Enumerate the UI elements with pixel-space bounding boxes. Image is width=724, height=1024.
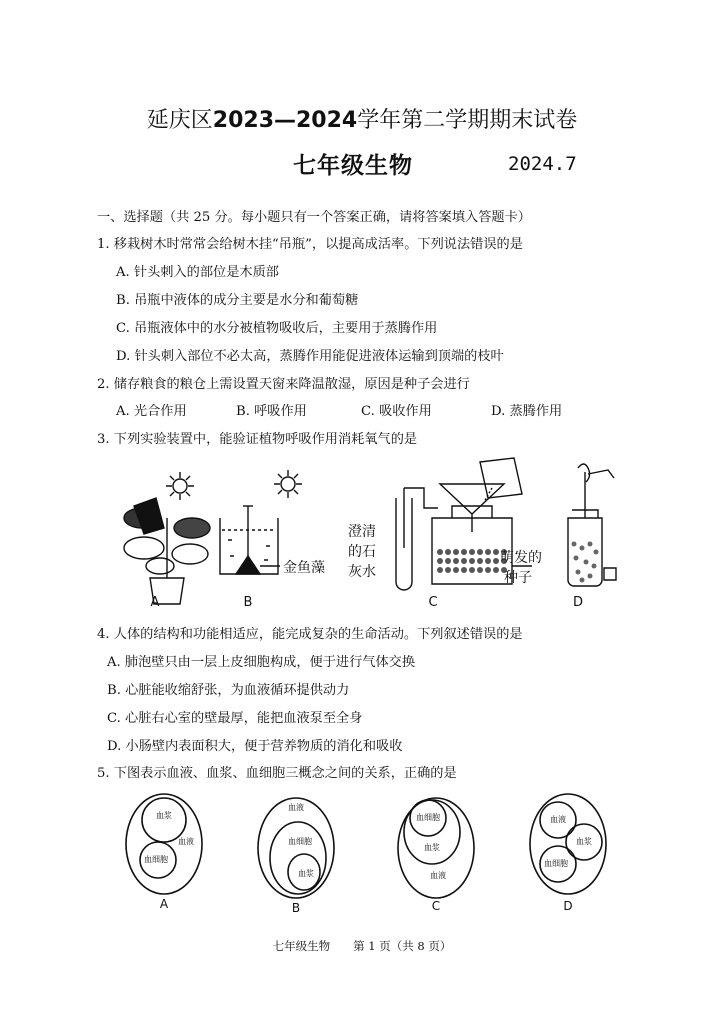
q5-fig-label-c: C — [431, 899, 441, 913]
venn-a-plasma: 血浆 — [156, 811, 172, 820]
title-years: 2023—2024 — [212, 108, 358, 133]
q2-option-c: C. 吸收作用 — [361, 404, 432, 419]
section-heading: 一、选择题（共 25 分。每小题只有一个答案正确，请将答案填入答题卡） — [97, 210, 531, 225]
q1-option-b: B. 吊瓶中液体的成分主要是水分和葡萄糖 — [116, 293, 359, 308]
title-prefix: 延庆区 — [146, 108, 213, 133]
q2-option-a: A. 光合作用 — [116, 404, 187, 419]
apparatus-b — [220, 470, 302, 574]
venn-b-blood: 血液 — [288, 803, 304, 812]
title-suffix: 学年第二学期期末试卷 — [357, 108, 578, 133]
sun-icon — [166, 472, 194, 500]
venn-b-cells: 血细胞 — [288, 837, 312, 846]
page-footer: 七年级生物 第 1 页（共 8 页） — [272, 939, 452, 953]
venn-a-inner-top — [142, 798, 186, 842]
venn-c-plasma: 血浆 — [424, 843, 440, 852]
apparatus-a — [124, 472, 210, 604]
q3-fig-label-d: D — [572, 595, 584, 610]
q5-stem: 5. 下图表示血液、血浆、血细胞三概念之间的关系，正确的是 — [97, 766, 457, 781]
apparatus-d — [568, 464, 616, 586]
c-seed-line-1: 萌发的 — [500, 550, 542, 566]
exam-subtitle: 七年级生物 — [293, 152, 413, 179]
b-label-text: 金鱼藻 — [283, 560, 325, 576]
c-limewater-line-2: 的石 — [348, 544, 376, 560]
c-limewater-line-3: 灰水 — [348, 564, 376, 580]
q1-option-c: C. 吊瓶液体中的水分被植物吸收后，主要用于蒸腾作用 — [116, 321, 438, 336]
venn-d-cells: 血细胞 — [544, 859, 568, 868]
exam-date: 2024.7 — [508, 153, 577, 175]
q2-stem: 2. 储存粮食的粮仓上需设置天窗来降温散湿，原因是种子会进行 — [97, 377, 470, 392]
venn-a-blood: 血液 — [178, 837, 194, 846]
venn-d-plasma: 血浆 — [576, 837, 592, 846]
q2-option-d: D. 蒸腾作用 — [491, 404, 563, 419]
c-seed-line-2: 种子 — [504, 570, 532, 586]
q5-figure — [118, 788, 618, 918]
venn-c-blood: 血液 — [430, 871, 446, 880]
q4-option-d: D. 小肠壁内表面积大，便于营养物质的消化和吸收 — [107, 739, 403, 754]
q2-option-b: B. 呼吸作用 — [236, 404, 307, 419]
q4-option-b: B. 心脏能收缩舒张，为血液循环提供动力 — [107, 683, 350, 698]
venn-b-middle — [270, 822, 326, 894]
venn-b-outer — [258, 798, 334, 898]
q5-fig-label-d: D — [563, 899, 573, 913]
q3-fig-label-c: C — [428, 595, 438, 610]
q1-option-d: D. 针头刺入部位不必太高，蒸腾作用能促进液体运输到顶端的枝叶 — [116, 349, 504, 364]
q4-option-c: C. 心脏右心室的壁最厚，能把血液泵至全身 — [107, 711, 363, 726]
venn-d-blood: 血液 — [550, 815, 566, 824]
venn-a-cells: 血细胞 — [144, 855, 168, 864]
venn-c-cells: 血细胞 — [416, 813, 440, 822]
q3-fig-label-a: A — [150, 595, 160, 610]
c-limewater-line-1: 澄清 — [348, 524, 376, 540]
q4-stem: 4. 人体的结构和功能相适应，能完成复杂的生命活动。下列叙述错误的是 — [97, 627, 523, 642]
q3-stem: 3. 下列实验装置中，能验证植物呼吸作用消耗氧气的是 — [97, 432, 418, 447]
q4-option-a: A. 肺泡壁只由一层上皮细胞构成，便于进行气体交换 — [107, 655, 416, 670]
q1-stem: 1. 移栽树木时常常会给树木挂“吊瓶”，以提高成活率。下列说法错误的是 — [97, 237, 523, 252]
venn-b-plasma: 血浆 — [298, 869, 314, 878]
q3-figure — [100, 448, 630, 618]
sun-icon — [274, 470, 302, 498]
q5-fig-label-a: A — [159, 897, 169, 911]
q1-option-a: A. 针头刺入的部位是木质部 — [116, 265, 279, 280]
exam-title — [0, 103, 724, 134]
q3-fig-label-b: B — [243, 595, 253, 610]
q5-fig-label-b: B — [291, 901, 301, 915]
